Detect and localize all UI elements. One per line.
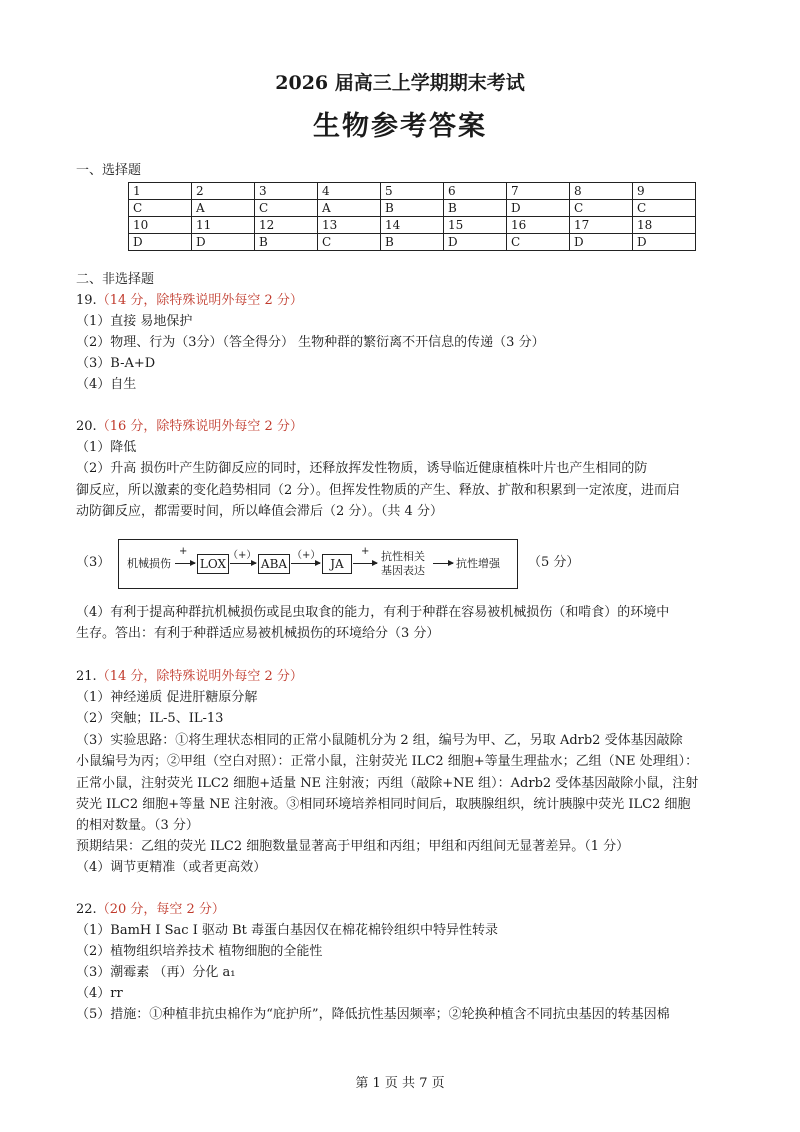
flow-start: 机械损伤 — [127, 557, 171, 570]
q21-line: （2）突触；IL-5、IL-13 — [76, 711, 224, 726]
flow-label: （3） — [76, 555, 111, 570]
q19-line: （4）自生 — [76, 377, 137, 392]
subject-title: 生物参考答案 — [313, 111, 487, 142]
table-cell: A — [318, 200, 381, 217]
table-cell: C — [507, 234, 570, 251]
table-row — [129, 183, 696, 200]
flow-box-aba: ABA — [258, 554, 290, 574]
section2-title: 二、非选择题 — [76, 272, 155, 287]
q21-line: 荧光 ILC2 细胞+等量 NE 注射液。③相同环境培养相同时间后，取胰腺组织，统计胰腺中荧光 ILC2 细胞 — [76, 797, 691, 812]
q21-number: 21. — [76, 669, 97, 684]
flow-end: 抗性增强 — [456, 557, 500, 570]
table-cell: 8 — [570, 183, 633, 200]
table-cell: 14 — [381, 217, 444, 234]
exam-title: 2026 届高三上学期期末考试 — [275, 72, 525, 94]
flow-gene-line1: 抗性相关 — [381, 550, 425, 563]
flow-arrow — [230, 563, 256, 564]
table-cell: B — [381, 234, 444, 251]
q20-line: 动防御反应，都需要时间，所以峰值会滞后（2 分）。（共 4 分） — [76, 504, 443, 519]
answer-table — [128, 182, 696, 251]
table-cell: D — [444, 234, 507, 251]
flow-score: （5 分） — [528, 555, 580, 570]
table-cell: 3 — [255, 183, 318, 200]
q20-line: （2）升高 损伤叶产生防御反应的同时，还释放挥发性物质，诱导临近健康植株叶片也产生相同的防 — [76, 461, 648, 476]
q20-line: 御反应，所以激素的变化趋势相同（2 分）。但挥发性物质的产生、释放、扩散和积累到一定浓度，进而启 — [76, 483, 680, 498]
flow-diagram — [118, 539, 518, 589]
flow-sign: + — [179, 546, 188, 557]
table-cell: 16 — [507, 217, 570, 234]
table-cell: C — [255, 200, 318, 217]
table-row — [129, 234, 696, 251]
q19-number: 19. — [76, 293, 97, 308]
table-cell: B — [255, 234, 318, 251]
flow-sign: （+） — [292, 550, 321, 561]
flow-arrow — [291, 563, 320, 564]
table-cell: 4 — [318, 183, 381, 200]
flow-arrow — [433, 563, 453, 564]
q22-line: （2）植物组织培养技术 植物细胞的全能性 — [76, 944, 323, 959]
q22-line: （5）措施：①种植非抗虫棉作为“庇护所”，降低抗性基因频率；②轮换种植含不同抗虫基因的转基因棉 — [76, 1007, 670, 1022]
table-cell: 10 — [129, 217, 192, 234]
q22-heading — [76, 900, 225, 920]
q21-line: 正常小鼠，注射荧光 ILC2 细胞+适量 NE 注射液；丙组（敲除+NE 组）：Adrb2 受体基因敲除小鼠，注射 — [76, 776, 699, 791]
table-row — [129, 200, 696, 217]
q20-note: （16 分，除特殊说明外每空 2 分） — [96, 419, 303, 434]
table-cell: C — [570, 200, 633, 217]
table-cell: 9 — [633, 183, 696, 200]
q22-line: （3）潮霉素 （再）分化 a₁ — [76, 965, 236, 980]
q22-number: 22. — [76, 902, 97, 917]
q22-line: （4）rr — [76, 986, 123, 1001]
table-cell: 5 — [381, 183, 444, 200]
table-cell: C — [129, 200, 192, 217]
table-row — [129, 217, 696, 234]
q20-line: （1）降低 — [76, 440, 137, 455]
q21-line: 的相对数量。（3 分） — [76, 818, 199, 833]
flow-arrow — [353, 563, 377, 564]
table-cell: 1 — [129, 183, 192, 200]
table-cell: D — [633, 234, 696, 251]
q21-heading — [76, 667, 303, 687]
q19-line: （1）直接 易地保护 — [76, 314, 193, 329]
table-cell: D — [507, 200, 570, 217]
table-cell: 2 — [192, 183, 255, 200]
table-cell: A — [192, 200, 255, 217]
q21-line: （1）神经递质 促进肝糖原分解 — [76, 690, 258, 705]
table-cell: B — [381, 200, 444, 217]
q19-heading — [76, 291, 303, 311]
q19-line: （2）物理、行为（3分）（答全得分） 生物种群的繁衍离不开信息的传递（3 分） — [76, 335, 545, 350]
table-cell: 12 — [255, 217, 318, 234]
table-cell: 13 — [318, 217, 381, 234]
table-cell: 17 — [570, 217, 633, 234]
q19-line: （3）B-A+D — [76, 356, 156, 371]
page-number: 第 1 页 共 7 页 — [355, 1076, 445, 1091]
q21-line: 预期结果：乙组的荧光 ILC2 细胞数量显著高于甲组和丙组；甲组和丙组间无显著差异。（1 分） — [76, 839, 630, 854]
table-cell: 15 — [444, 217, 507, 234]
q21-line: 小鼠编号为丙；②甲组（空白对照）：正常小鼠，注射荧光 ILC2 细胞+等量生理盐水；乙组（NE 处理组）： — [76, 754, 699, 769]
q22-line: （1）BamH I Sac I 驱动 Bt 毒蛋白基因仅在棉花棉铃组织中特异性转录 — [76, 923, 499, 938]
table-cell: 6 — [444, 183, 507, 200]
table-cell: D — [129, 234, 192, 251]
q20-number: 20. — [76, 419, 97, 434]
flow-sign: + — [361, 546, 370, 557]
table-cell: 7 — [507, 183, 570, 200]
q21-line: （4）调节更精准（或者更高效） — [76, 860, 267, 875]
table-cell: 11 — [192, 217, 255, 234]
flow-sign: （+） — [228, 550, 257, 561]
q20-line: 生存。答出：有利于种群适应易被机械损伤的环境给分（3 分） — [76, 626, 440, 641]
flow-gene-line2: 基因表达 — [381, 564, 425, 577]
flow-box-lox: LOX — [197, 554, 229, 574]
q19-note: （14 分，除特殊说明外每空 2 分） — [96, 293, 303, 308]
q22-note: （20 分，每空 2 分） — [96, 902, 225, 917]
flow-arrow — [175, 563, 195, 564]
q20-line: （4）有利于提高种群抗机械损伤或昆虫取食的能力，有利于种群在容易被机械损伤（和啃食）的环境中 — [76, 605, 670, 620]
table-cell: B — [444, 200, 507, 217]
section1-title: 一、选择题 — [76, 163, 142, 178]
table-cell: D — [570, 234, 633, 251]
q21-note: （14 分，除特殊说明外每空 2 分） — [96, 669, 303, 684]
table-cell: D — [192, 234, 255, 251]
q20-heading — [76, 417, 303, 437]
table-cell: C — [318, 234, 381, 251]
table-cell: C — [633, 200, 696, 217]
q21-line: （3）实验思路：①将生理状态相同的正常小鼠随机分为 2 组，编号为甲、乙，另取 Adrb2 受体基因敲除 — [76, 733, 683, 748]
table-cell: 18 — [633, 217, 696, 234]
flow-box-ja: JA — [322, 554, 352, 574]
